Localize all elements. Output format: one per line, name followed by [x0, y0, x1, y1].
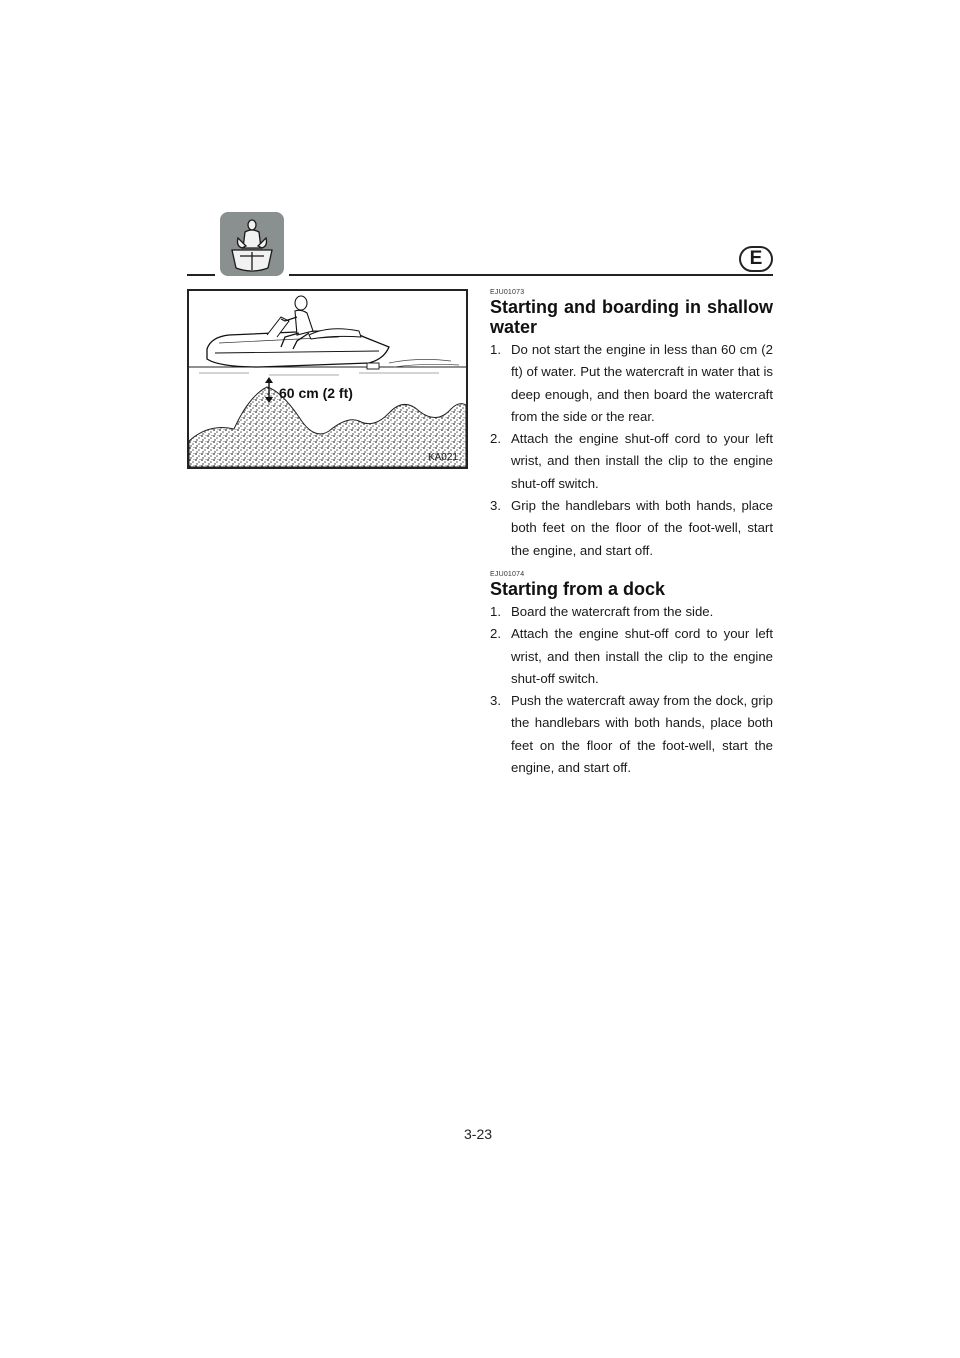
step-list	[490, 339, 773, 562]
header-rule-right	[289, 274, 773, 276]
step-number: 3.	[490, 498, 501, 514]
step-number: 1.	[490, 604, 501, 619]
step-number: 2.	[490, 431, 501, 447]
step-item	[490, 690, 773, 779]
step-item	[490, 623, 773, 690]
step-number: 2.	[490, 626, 501, 642]
step-text: Attach the engine shut-off cord to your left wrist, and then install the clip to the engine shut-off switch.	[511, 431, 773, 491]
step-text: Grip the handlebars with both hands, place both feet on the floor of the foot-well, start the engine, and start off.	[511, 498, 773, 558]
section-code: EJU01073	[490, 289, 525, 296]
page-number: 3-23	[464, 1126, 493, 1142]
step-item	[490, 601, 773, 623]
figure-code: KA021	[427, 452, 458, 463]
step-text: Push the watercraft away from the dock, grip the handlebars with both hands, place both feet on the floor of the foot-well, start the engine, and start off.	[511, 693, 773, 776]
step-number: 3.	[490, 693, 501, 709]
step-number: 1.	[490, 342, 501, 357]
section-title: Starting from a dock	[490, 579, 666, 599]
header-rule-left	[187, 274, 215, 276]
depth-label: 60 cm (2 ft)	[279, 385, 353, 401]
section-dock	[490, 571, 773, 779]
section-shallow-water	[490, 289, 773, 562]
chapter-badge	[220, 212, 284, 276]
step-item	[490, 339, 773, 428]
watercraft-illustration	[189, 291, 466, 467]
step-item	[490, 428, 773, 495]
step-list	[490, 601, 773, 779]
step-text: Do not start the engine in less than 60 cm (2 ft) of water. Put the watercraft in water that is deep enough, and then board the watercraft from the side or the rear.	[511, 342, 773, 424]
section-title: Starting and boarding in shallow water	[490, 297, 773, 337]
figure-shallow-water	[187, 289, 468, 469]
step-text: Attach the engine shut-off cord to your left wrist, and then install the clip to the engine shut-off switch.	[511, 626, 773, 686]
watercraft-rider-icon	[220, 212, 284, 276]
step-item	[490, 495, 773, 562]
section-code: EJU01074	[490, 571, 525, 578]
language-badge: E	[739, 246, 773, 272]
step-text: Board the watercraft from the side.	[511, 604, 714, 619]
